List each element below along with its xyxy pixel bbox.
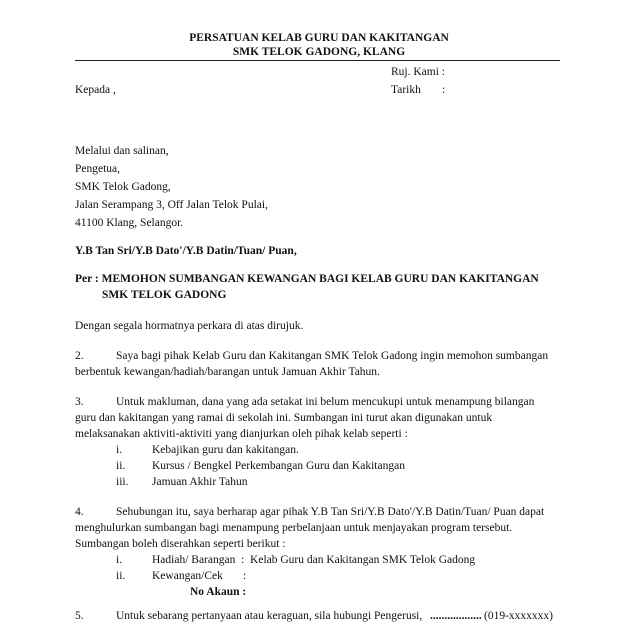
- list-item-number: i.: [116, 444, 123, 456]
- para2-line2: berbentuk kewangan/hadiah/barangan untuk Jamuan Akhir Tahun.: [75, 366, 380, 378]
- para4-line2: menghulurkan sumbangan bagi menampung perbelanjaan untuk menjayakan program tersebut.: [75, 522, 513, 534]
- kepada-label: Kepada ,: [75, 84, 116, 96]
- list-item-number: iii.: [116, 476, 129, 488]
- address-line: SMK Telok Gadong,: [75, 181, 171, 193]
- para3-line1: Untuk makluman, dana yang ada setakat ini belum mencukupi untuk menampung bilangan: [116, 396, 535, 408]
- opening-sentence: Dengan segala hormatnya perkara di atas dirujuk.: [75, 320, 304, 332]
- address-line: Jalan Serampang 3, Off Jalan Telok Pulai,: [75, 199, 268, 211]
- tarikh-colon: :: [442, 84, 446, 96]
- para3-line2: guru dan kakitangan yang ramai di sekolah ini. Sumbangan ini turut akan digunakan untuk: [75, 412, 493, 424]
- list-item-number: ii.: [116, 570, 126, 582]
- para2-number: 2.: [75, 350, 84, 362]
- para4-number: 4.: [75, 506, 84, 518]
- para5-text: Untuk sebarang pertanyaan atau keraguan, sila hubungi Pengerusi,: [116, 610, 423, 622]
- para4-line3: Sumbangan boleh diserahkan seperti berikut :: [75, 538, 286, 550]
- address-line: Pengetua,: [75, 163, 121, 175]
- address-line: Melalui dan salinan,: [75, 145, 169, 157]
- list-item-text: Jamuan Akhir Tahun: [152, 476, 248, 488]
- no-akaun-label: No Akaun :: [190, 586, 247, 598]
- list-item-text: Kursus / Bengkel Perkembangan Guru dan Kakitangan: [152, 460, 405, 472]
- salutation: Y.B Tan Sri/Y.B Dato'/Y.B Datin/Tuan/ Puan,: [75, 245, 297, 257]
- para5-dots: ..................: [430, 610, 482, 622]
- address-line: 41100 Klang, Selangor.: [75, 217, 184, 229]
- para2-line1: Saya bagi pihak Kelab Guru dan Kakitangan SMK Telok Gadong ingin memohon sumbangan: [116, 350, 549, 362]
- ruj-kami-label: Ruj. Kami :: [391, 66, 445, 78]
- list-item-text: Hadiah/ Barangan : Kelab Guru dan Kakitangan SMK Telok Gadong: [152, 554, 476, 566]
- tarikh-label: Tarikh: [391, 84, 421, 96]
- list-item-number: i.: [116, 554, 123, 566]
- subject-line2: SMK TELOK GADONG: [102, 289, 227, 301]
- para5-phone: (019-xxxxxxx): [484, 610, 553, 622]
- para3-line3: melaksanakan aktiviti-aktiviti yang dianjurkan oleh pihak kelab seperti :: [75, 428, 408, 440]
- subject-line1: Per : MEMOHON SUMBANGAN KEWANGAN BAGI KELAB GURU DAN KAKITANGAN: [75, 273, 539, 285]
- para5-number: 5.: [75, 610, 84, 622]
- letterhead-title-line2: SMK TELOK GADONG, KLANG: [232, 46, 406, 58]
- para4-line1: Sehubungan itu, saya berharap agar pihak Y.B Tan Sri/Y.B Dato'/Y.B Datin/Tuan/ Puan dapat: [116, 506, 545, 518]
- letterhead-title-line1: PERSATUAN KELAB GURU DAN KAKITANGAN: [189, 32, 449, 44]
- list-item-text: Kewangan/Cek :: [152, 570, 247, 582]
- list-item-number: ii.: [116, 460, 126, 472]
- para3-number: 3.: [75, 396, 84, 408]
- list-item-text: Kebajikan guru dan kakitangan.: [152, 444, 299, 456]
- header-divider: [75, 60, 560, 61]
